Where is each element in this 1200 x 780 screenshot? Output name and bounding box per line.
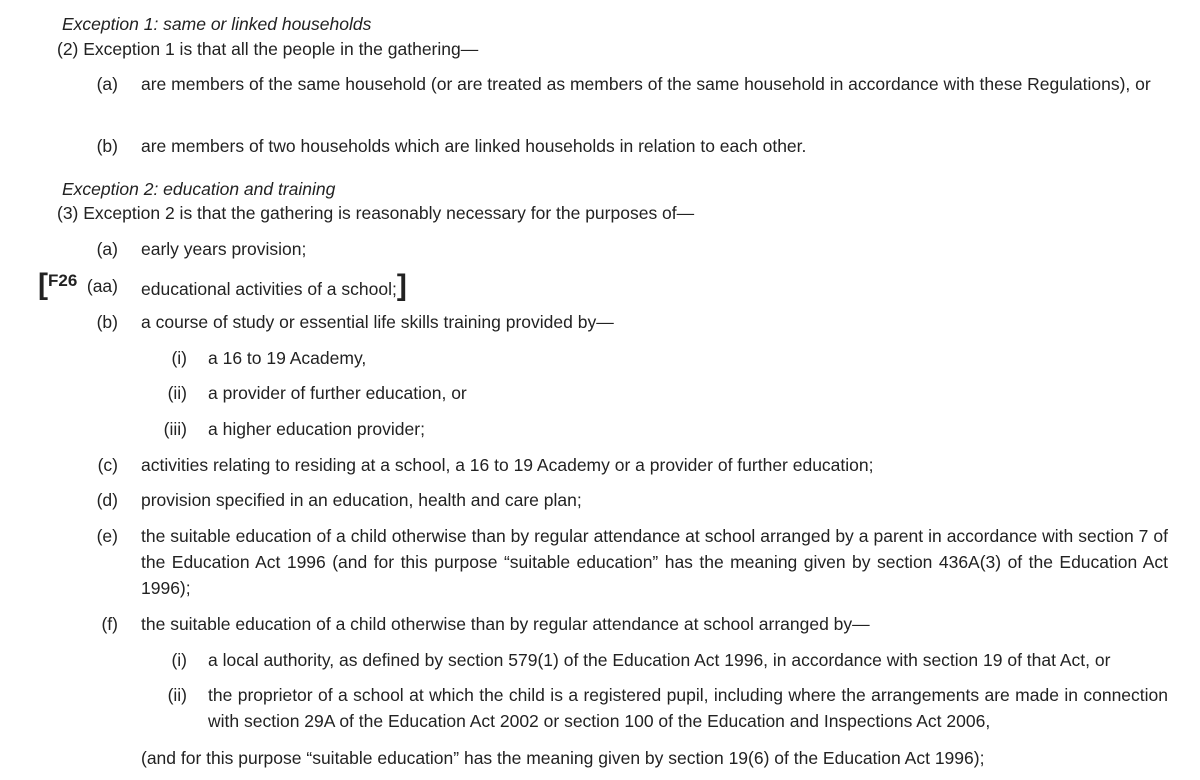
subitem-label: (iii) [163, 419, 187, 439]
item-label: (d) [96, 490, 118, 510]
item-label: (e) [96, 526, 118, 546]
item-label: (b) [96, 136, 118, 156]
subitem-label: (i) [171, 650, 187, 670]
sub-list-item: a local authority, as defined by section 579(1) of the Education Act 1996, in accordance with section 19 of that Act, or [208, 650, 1111, 670]
amendment-ref-link[interactable]: F26 [48, 271, 78, 290]
subitem-label: (i) [171, 348, 187, 368]
sub-list-item: a provider of further education, or [208, 383, 467, 403]
item-trailer: (and for this purpose “suitable education” has the meaning given by section 19(6) of the Education Act 1996); [141, 748, 985, 768]
exception2-heading: Exception 2: education and training [62, 179, 336, 199]
item-label: (c) [97, 455, 118, 475]
exception1-intro: (2) Exception 1 is that all the people in the gathering— [57, 39, 479, 59]
subitem-label: (ii) [167, 685, 187, 705]
sub-list-item: a 16 to 19 Academy, [208, 348, 367, 368]
item-label: (a) [96, 74, 118, 94]
list-item: activities relating to residing at a school, a 16 to 19 Academy or a provider of further education; [141, 455, 874, 475]
exception2-intro: (3) Exception 2 is that the gathering is reasonably necessary for the purposes of— [57, 203, 695, 223]
list-item: early years provision; [141, 239, 307, 259]
list-item: a course of study or essential life skills training provided by— [141, 312, 614, 332]
amendment-marker[interactable] [38, 268, 78, 301]
sub-list-item: a higher education provider; [208, 419, 425, 439]
list-item-text: educational activities of a school; [141, 279, 397, 299]
list-item: are members of the same household (or are treated as members of the same household in accordance with these Regulations), or [141, 74, 1151, 94]
item-label: (a) [96, 239, 118, 259]
exception1-heading: Exception 1: same or linked households [62, 14, 372, 34]
item-label: (b) [96, 312, 118, 332]
list-item: provision specified in an education, health and care plan; [141, 490, 582, 510]
open-bracket: [ [38, 268, 48, 301]
sub-list-item: the proprietor of a school at which the child is a registered pupil, including where the arrangements are made in connection with section 29A of the Education Act 2002 or section 100 of the Education and Inspections Act 2006, [208, 685, 1168, 731]
list-item: are members of two households which are linked households in relation to each other. [141, 136, 807, 156]
list-item: the suitable education of a child otherwise than by regular attendance at school arranged by— [141, 614, 870, 634]
list-item [141, 269, 407, 302]
close-bracket: ] [396, 269, 407, 302]
item-label: (f) [101, 614, 118, 634]
list-item: the suitable education of a child otherwise than by regular attendance at school arranged by a parent in accordance with section 7 of the Education Act 1996 (and for this purpose “suitable education” has the meaning given by section 436A(3) of the Education Act 1996); [141, 526, 1168, 598]
item-label: (aa) [86, 276, 118, 296]
subitem-label: (ii) [167, 383, 187, 403]
